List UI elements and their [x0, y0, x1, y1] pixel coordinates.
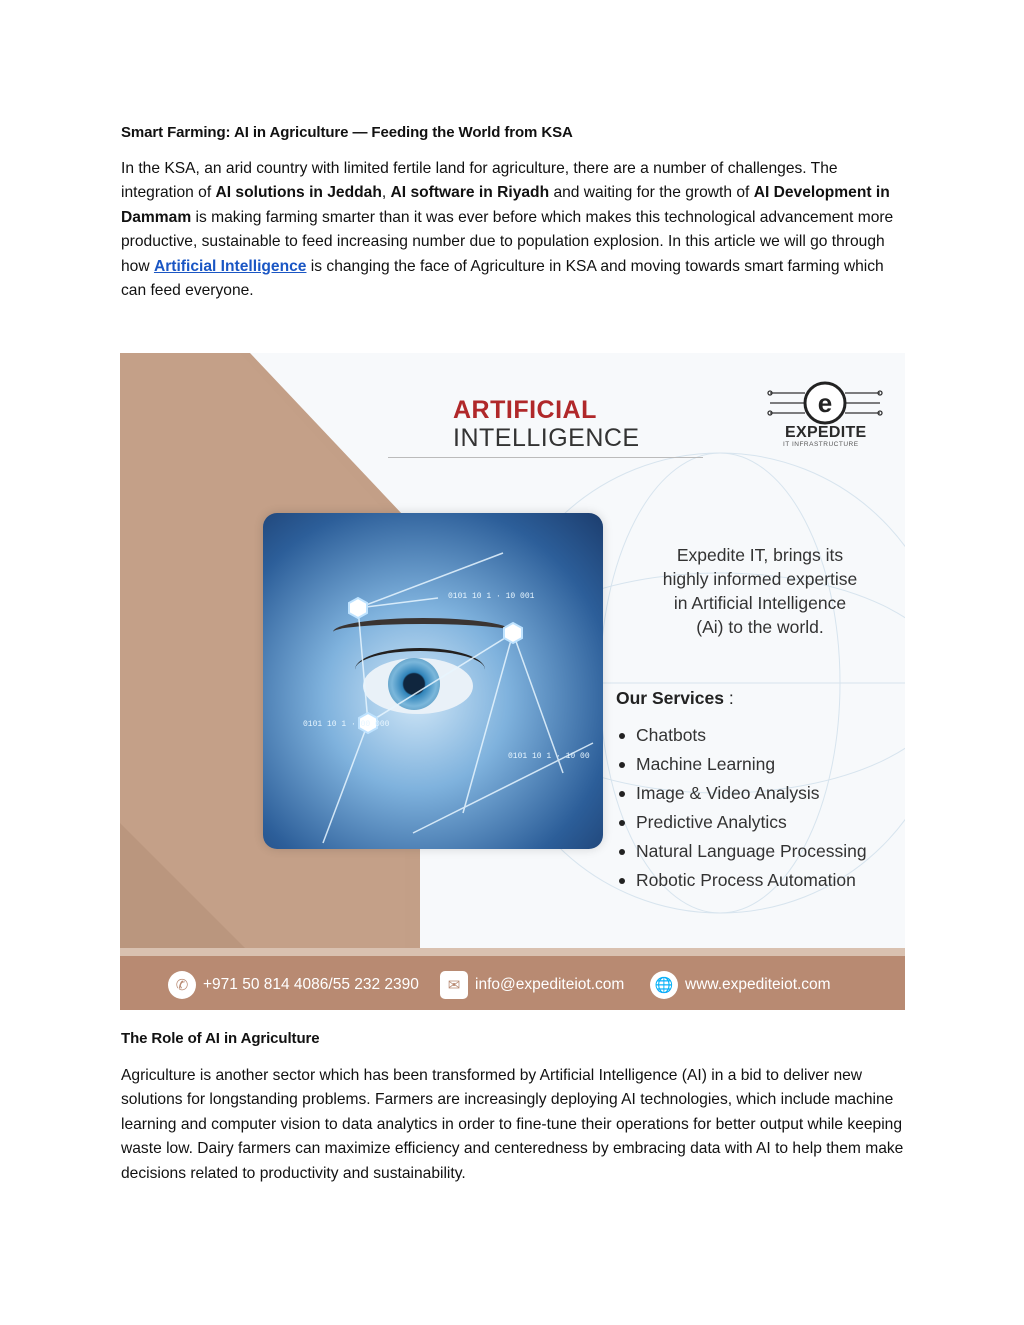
intro-text: In the KSA, an arid country with limited fertile land for agriculture, there are a number of challenges. The integration of — [121, 160, 838, 202]
section-heading: The Role of AI in Agriculture — [121, 1030, 320, 1047]
ai-eye-image — [263, 513, 603, 849]
service-item: Machine Learning — [616, 750, 867, 779]
title-divider — [388, 457, 703, 458]
website-contact — [650, 970, 831, 1000]
photo-label: 0101 10 1 · 10 001 — [448, 592, 535, 601]
email-contact — [440, 970, 624, 1000]
intro-bold-dammam: AI Development in Dammam — [121, 184, 890, 226]
service-item: Robotic Process Automation — [616, 866, 867, 895]
logo-subtitle: IT INFRASTRUCTURE — [783, 441, 859, 448]
intro-text: is making farming smarter than it was ever before which makes this technological advancement more productive, sustainable to feed increasing number due to population explosion. In this article we will go through how — [121, 208, 894, 275]
intro-paragraph — [121, 157, 907, 303]
services-heading-colon: : — [723, 688, 734, 708]
phone-number: +971 50 814 4086/55 232 2390 — [203, 976, 419, 993]
website-url: www.expediteiot.com — [685, 976, 831, 993]
service-item: Chatbots — [616, 721, 867, 750]
services-heading — [616, 688, 734, 709]
intro-text: , — [381, 184, 391, 202]
globe-icon: 🌐 — [650, 971, 678, 999]
service-item: Natural Language Processing — [616, 837, 867, 866]
banner-title-artificial: ARTIFICIAL — [453, 396, 597, 424]
intro-line: (Ai) to the world. — [696, 617, 824, 637]
intro-text: is changing the face of Agriculture in KSA and moving towards smart farming which can feed everyone. — [121, 257, 884, 300]
intro-line: in Artificial Intelligence — [673, 593, 847, 613]
service-item: Image & Video Analysis — [616, 779, 867, 808]
phone-icon: ✆ — [168, 971, 196, 999]
artificial-intelligence-link[interactable]: Artificial Intelligence — [153, 257, 307, 275]
services-heading-text: Our Services — [616, 688, 724, 708]
service-item: Predictive Analytics — [616, 808, 867, 837]
banner-title-intelligence: INTELLIGENCE — [453, 424, 640, 452]
network-lines — [263, 513, 603, 849]
email-icon: ✉ — [440, 971, 468, 999]
intro-bold-riyadh: AI software in Riyadh — [390, 184, 550, 202]
contact-footer — [120, 948, 905, 1010]
logo-name: EXPEDITE — [785, 424, 867, 441]
intro-text: and waiting for the growth of — [549, 184, 754, 202]
photo-label: 0101 10 1 · 00 000 — [303, 720, 390, 729]
ai-services-banner — [120, 353, 905, 1010]
photo-label: 0101 10 1 · 10 00 — [508, 752, 590, 761]
phone-contact — [168, 970, 419, 1000]
services-list — [616, 721, 867, 895]
logo-letter: e — [817, 388, 833, 418]
intro-line: Expedite IT, brings its — [676, 545, 844, 565]
intro-line: highly informed expertise — [662, 569, 858, 589]
article-title: Smart Farming: AI in Agriculture — Feeding the World from KSA — [121, 124, 573, 141]
intro-bold-jeddah: AI solutions in Jeddah — [215, 184, 382, 202]
banner-intro — [625, 543, 895, 639]
email-address: info@expediteiot.com — [475, 976, 625, 993]
role-paragraph: Agriculture is another sector which has been transformed by Artificial Intelligence (AI) in a bid to deliver new solutions for longstanding problems. Farmers are increasingly deploying AI technologies, which include machine learning and computer vision to data analytics in order to fine-tune their operations for better output while keeping waste low. Dairy farmers can maximize efficiency and centeredness by embracing data with AI to help them make decisions related to productivity and sustainability. — [121, 1067, 904, 1182]
